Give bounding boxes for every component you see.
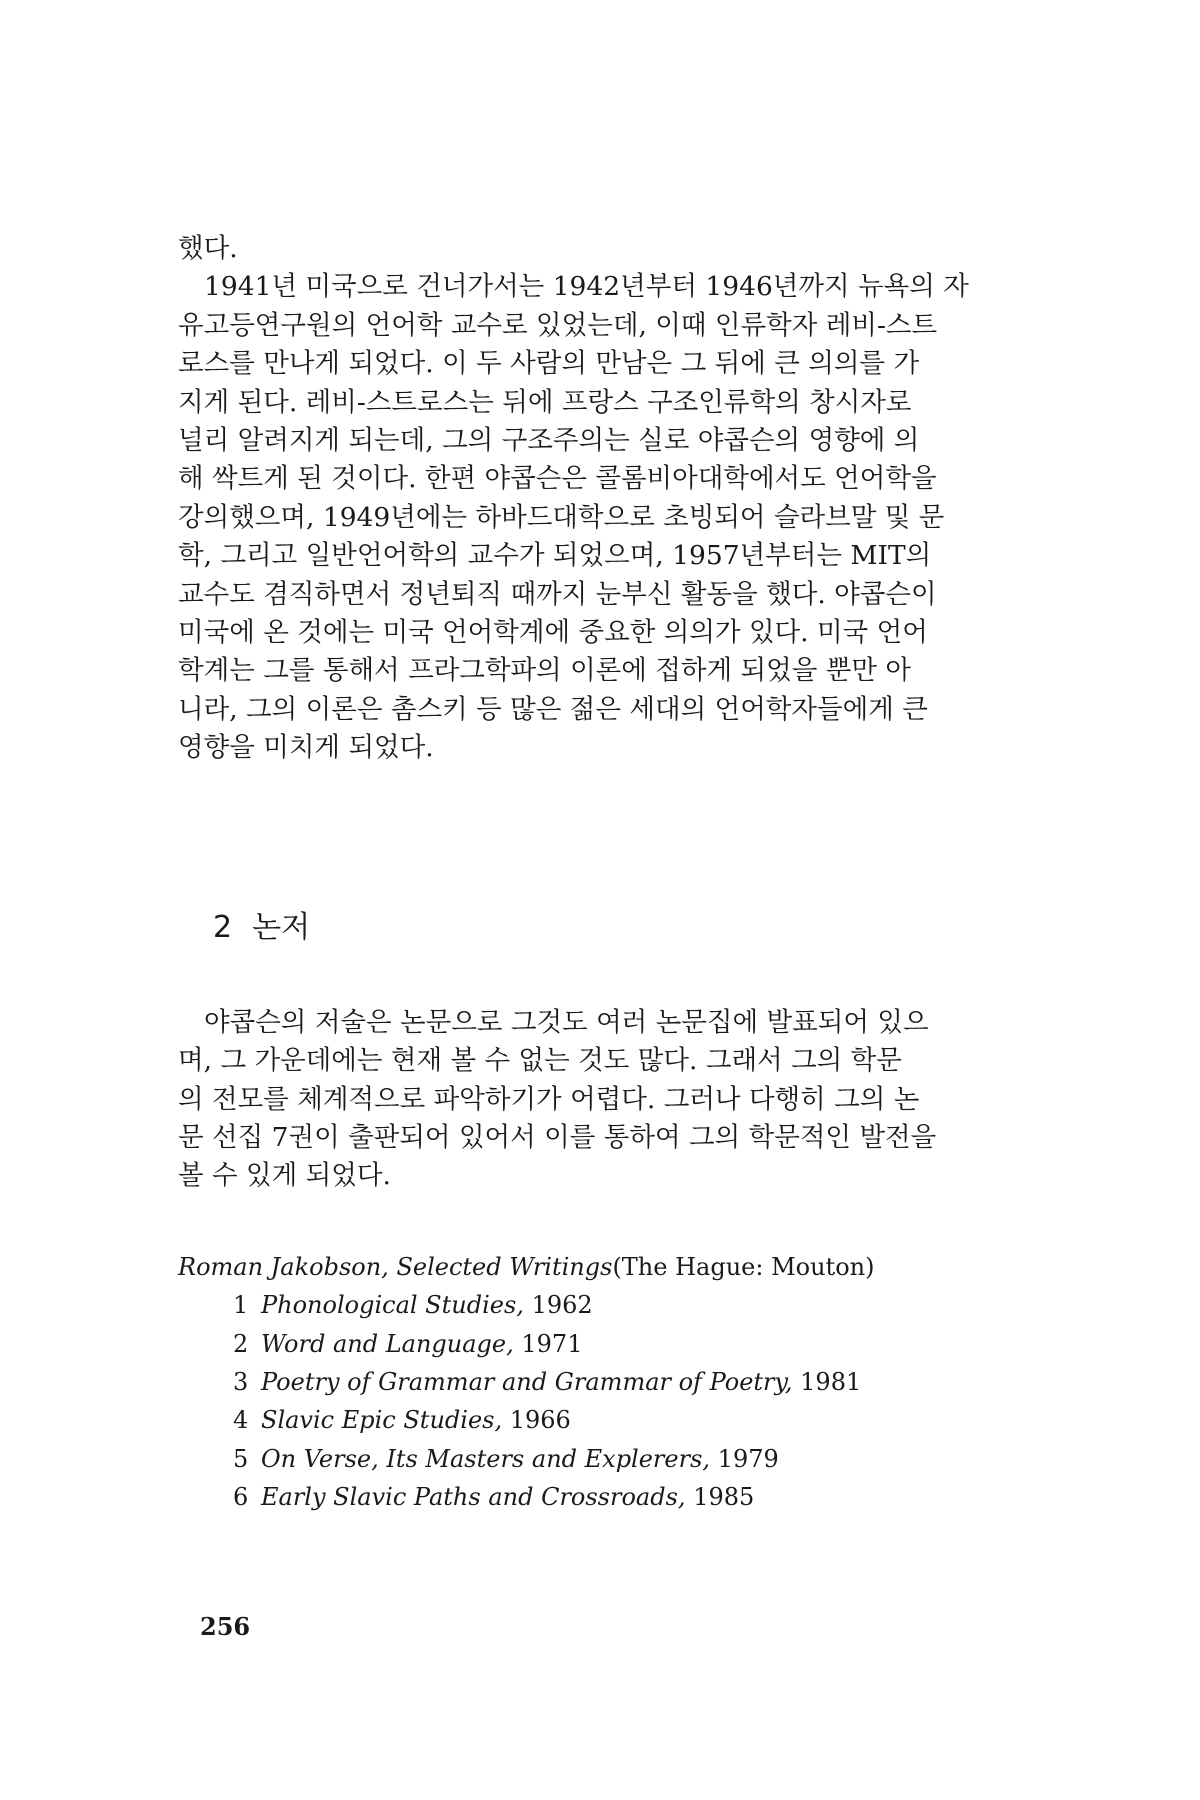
text-line: 미국에 온 것에는 미국 언어학계에 중요한 의의가 있다. 미국 언어	[178, 617, 928, 649]
text-line: 야콥슨의 저술은 논문으로 그것도 여러 논문집에 발표되어 있으	[204, 1006, 929, 1038]
text-line: 유고등연구원의 언어학 교수로 있었는데, 이때 인류학자 레비-스트	[178, 309, 938, 341]
reference-title-publisher: (The Hague: Mouton)	[612, 1252, 875, 1281]
reference-title	[178, 1248, 1030, 1286]
text-line: 학계는 그를 통해서 프라그학파의 이론에 접하게 되었을 뿐만 아	[178, 655, 911, 687]
text-line: 학, 그리고 일반언어학의 교수가 되었으며, 1957년부터는 MIT의	[178, 540, 932, 572]
text-line: 로스를 만나게 되었다. 이 두 사람의 만남은 그 뒤에 큰 의의를 가	[178, 348, 920, 380]
text-line: 니라, 그의 이론은 촘스키 등 많은 젊은 세대의 언어학자들에게 큰	[178, 693, 928, 725]
text-line: 며, 그 가운데에는 현재 볼 수 없는 것도 많다. 그래서 그의 학문	[178, 1045, 902, 1077]
text-line: 영향을 미치게 되었다.	[178, 732, 434, 764]
reference-number: 2	[233, 1329, 249, 1358]
reference-item	[233, 1478, 1030, 1516]
reference-year: 1981	[800, 1367, 862, 1396]
text-line: 볼 수 있게 되었다.	[178, 1160, 391, 1192]
reference-year: 1979	[717, 1444, 779, 1473]
text-line: 강의했으며, 1949년에는 하바드대학으로 초빙되어 슬라브말 및 문	[178, 501, 945, 533]
section-number: 2	[213, 909, 233, 945]
reference-item	[233, 1401, 1030, 1439]
reference-item	[233, 1440, 1030, 1478]
reference-number: 4	[233, 1406, 249, 1435]
reference-year: 1985	[693, 1483, 755, 1512]
section-title: 논저	[252, 909, 311, 945]
reference-number: 5	[233, 1444, 249, 1473]
reference-item-title: Phonological Studies,	[261, 1291, 524, 1320]
reference-list	[178, 1248, 1030, 1517]
reference-item-title: Slavic Epic Studies,	[261, 1406, 503, 1435]
text-line: 지게 된다. 레비-스트로스는 뒤에 프랑스 구조인류학의 창시자로	[178, 386, 912, 418]
reference-year: 1971	[521, 1329, 583, 1358]
text-line: 널리 알려지게 되는데, 그의 구조주의는 실로 야콥슨의 영향에 의	[178, 425, 920, 457]
text-line: 문 선집 7권이 출판되어 있어서 이를 통하여 그의 학문적인 발전을	[178, 1121, 937, 1153]
reference-title-italic: Roman Jakobson, Selected Writings	[178, 1252, 613, 1281]
text-line: 교수도 겸직하면서 정년퇴직 때까지 눈부신 활동을 했다. 야콥슨이	[178, 578, 937, 610]
reference-item-title: Word and Language,	[261, 1329, 514, 1358]
reference-number: 6	[233, 1483, 249, 1512]
section-heading	[213, 908, 1030, 948]
reference-number: 3	[233, 1367, 249, 1396]
text-line: 했다.	[178, 233, 238, 264]
text-line: 의 전모를 체계적으로 파악하기가 어렵다. 그러나 다행히 그의 논	[178, 1083, 920, 1115]
reference-item	[233, 1286, 1030, 1324]
reference-year: 1966	[509, 1406, 571, 1435]
text-line: 1941년 미국으로 건너가서는 1942년부터 1946년까지 뉴욕의 자	[204, 271, 969, 303]
paragraph-1	[178, 230, 1030, 768]
reference-year: 1962	[531, 1291, 593, 1320]
paragraph-2	[178, 1004, 1030, 1196]
reference-number: 1	[233, 1291, 249, 1320]
reference-item	[233, 1325, 1030, 1363]
reference-item-title: On Verse, Its Masters and Explerers,	[261, 1444, 711, 1473]
text-line: 해 싹트게 된 것이다. 한편 야콥슨은 콜롬비아대학에서도 언어학을	[178, 463, 937, 495]
page-number: 256	[200, 1612, 251, 1641]
reference-item	[233, 1363, 1030, 1401]
reference-item-title: Poetry of Grammar and Grammar of Poetry,	[261, 1367, 793, 1396]
reference-item-title: Early Slavic Paths and Crossroads,	[261, 1483, 686, 1512]
